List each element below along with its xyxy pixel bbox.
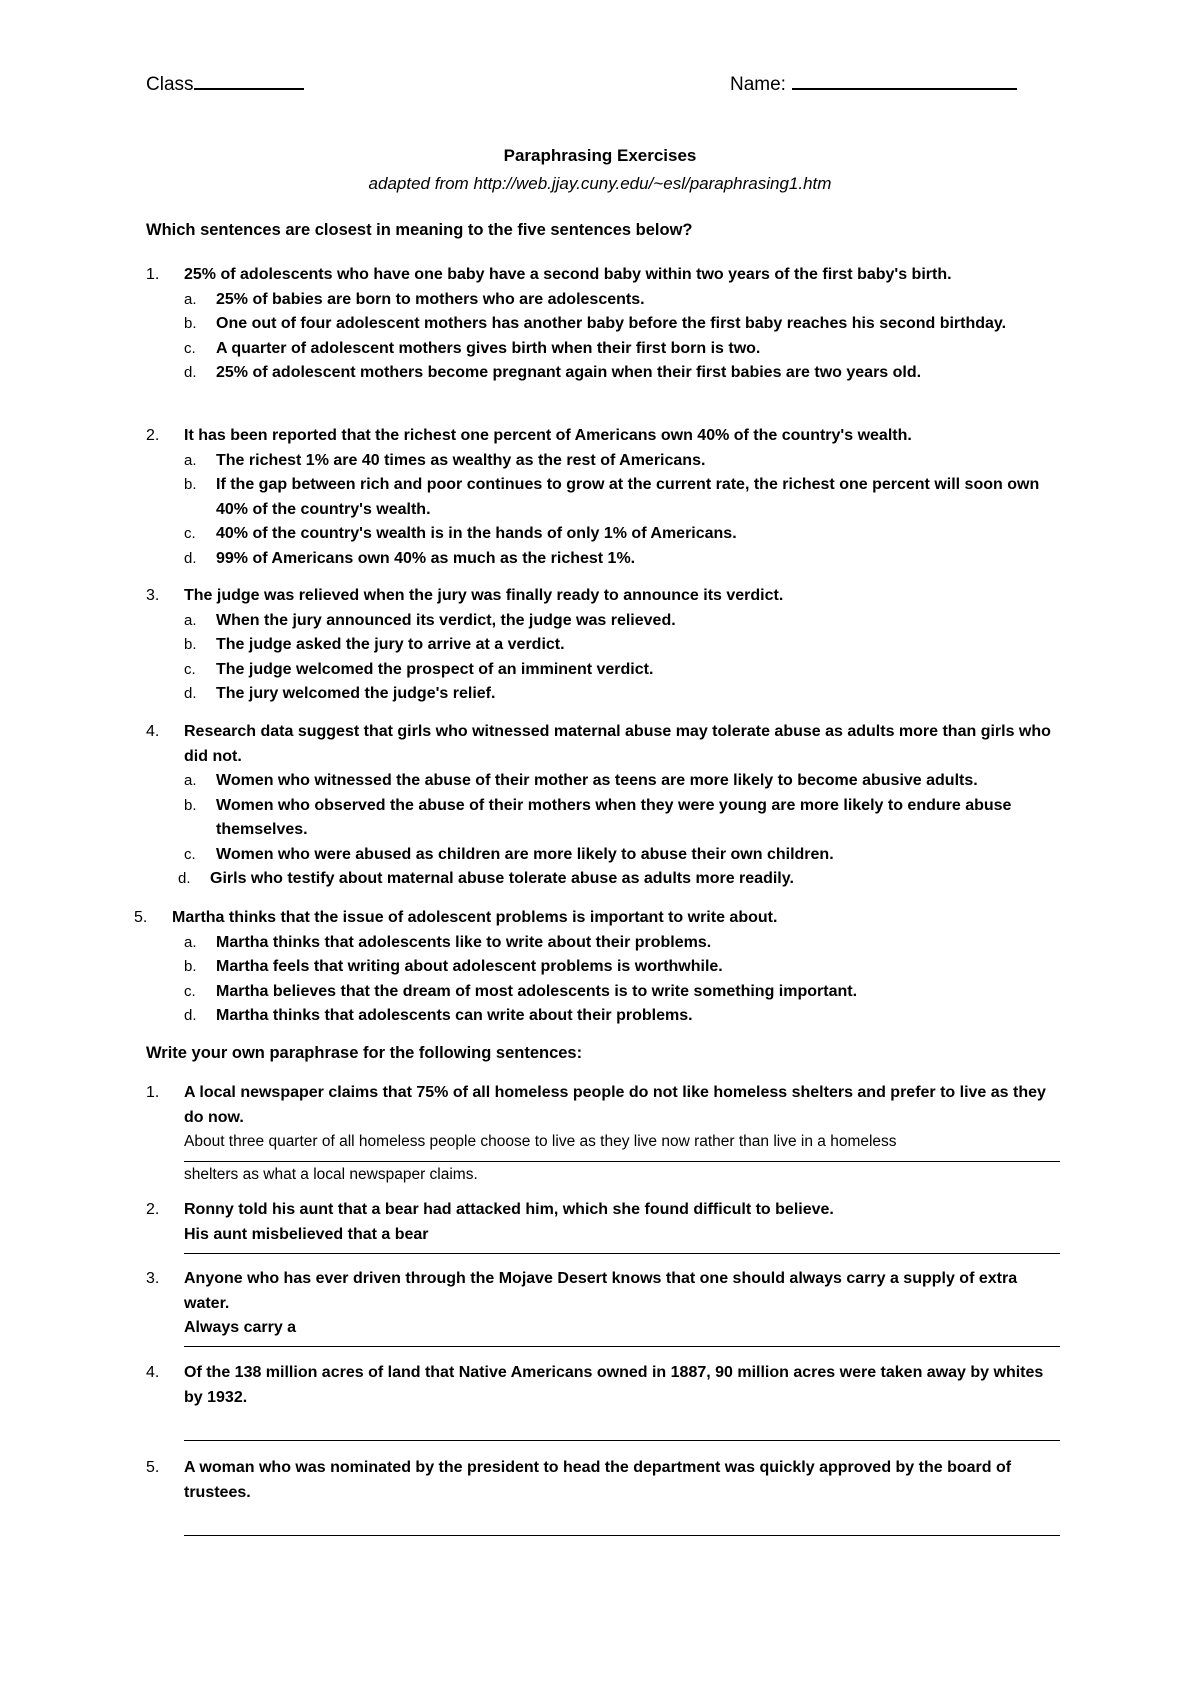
option-letter: b. <box>184 796 197 814</box>
option-letter: b. <box>184 315 197 332</box>
worksheet-source: adapted from http://web.jjay.cuny.edu/~esl/paraphrasing1.htm <box>368 174 832 193</box>
option-c[interactable] <box>184 980 1066 1005</box>
answer-text-line2[interactable]: shelters as what a local newspaper claims. <box>184 1166 478 1183</box>
answer-line[interactable] <box>184 1253 1060 1254</box>
option-letter: d. <box>184 549 197 567</box>
option-letter: b. <box>184 476 197 493</box>
section1-instruction: Which sentences are closest in meaning to the five sentences below? <box>146 221 693 239</box>
item-text: Ronny told his aunt that a bear had attacked him, which she found difficult to believe. <box>184 1201 834 1218</box>
option-text: Girls who testify about maternal abuse tolerate abuse as adults more readily. <box>210 870 794 887</box>
option-d[interactable] <box>184 361 1066 386</box>
paraphrase-item-5 <box>146 1456 1066 1505</box>
option-text: The richest 1% are 40 times as wealthy as the rest of Americans. <box>216 451 706 469</box>
item-number: 4. <box>146 1364 160 1381</box>
item-text: Of the 138 million acres of land that Native Americans owned in 1887, 90 million acres were taken away by whites by 1932. <box>184 1364 1044 1406</box>
paraphrase-item-4 <box>146 1361 1066 1410</box>
item-text: Anyone who has ever driven through the Mojave Desert knows that one should always carry a supply of extra water. <box>184 1270 1018 1312</box>
option-letter: c. <box>184 660 196 678</box>
answer-line[interactable] <box>184 1535 1060 1536</box>
option-c[interactable] <box>184 843 1066 868</box>
option-letter: c. <box>184 525 196 542</box>
option-text: Martha thinks that adolescents like to write about their problems. <box>216 933 712 951</box>
answer-line[interactable] <box>184 1161 1060 1162</box>
question-3 <box>146 584 1066 707</box>
option-a[interactable] <box>184 449 1066 474</box>
question-4 <box>146 720 1066 892</box>
class-blank-line[interactable] <box>194 72 304 90</box>
class-label: Class <box>146 74 194 95</box>
option-letter: a. <box>184 451 197 469</box>
option-text: The judge welcomed the prospect of an imminent verdict. <box>216 660 654 678</box>
option-a[interactable] <box>184 931 1066 956</box>
option-text: 25% of adolescent mothers become pregnant again when their first babies are two years old. <box>216 364 922 381</box>
item-number: 2. <box>146 1201 160 1218</box>
answer-text[interactable]: Always carry a <box>184 1319 297 1336</box>
option-letter: a. <box>184 933 197 951</box>
option-text: Women who were abused as children are more likely to abuse their own children. <box>216 845 834 863</box>
option-a[interactable] <box>184 769 1066 794</box>
option-text: The judge asked the jury to arrive at a verdict. <box>216 636 565 653</box>
option-letter: b. <box>184 958 197 975</box>
question-2 <box>146 424 1066 571</box>
option-letter: c. <box>184 339 196 357</box>
option-text: Women who witnessed the abuse of their mother as teens are more likely to become abusive adults. <box>216 772 978 789</box>
option-letter: d. <box>184 685 197 702</box>
section2-instruction: Write your own paraphrase for the following sentences: <box>146 1044 583 1062</box>
option-d[interactable] <box>184 1004 1066 1029</box>
option-text: Martha feels that writing about adolescent problems is worthwhile. <box>216 958 723 975</box>
option-a[interactable] <box>184 609 1066 634</box>
question-number: 1. <box>146 266 160 283</box>
class-field[interactable] <box>146 72 304 96</box>
paraphrase-item-2 <box>146 1198 1066 1247</box>
option-text: A quarter of adolescent mothers gives birth when their first born is two. <box>216 339 761 357</box>
option-text: One out of four adolescent mothers has another baby before the first baby reaches his second birthday. <box>216 315 1007 332</box>
option-letter: b. <box>184 636 197 653</box>
question-text: Martha thinks that the issue of adolescent problems is important to write about. <box>172 909 778 926</box>
name-label: Name: <box>730 74 786 95</box>
answer-line[interactable] <box>184 1346 1060 1347</box>
question-text: It has been reported that the richest one percent of Americans own 40% of the country's wealth. <box>184 427 912 444</box>
option-c[interactable] <box>184 337 1066 362</box>
option-letter: a. <box>184 772 197 789</box>
paraphrase-item-3 <box>146 1267 1066 1341</box>
answer-text-line1[interactable]: About three quarter of all homeless people choose to live as they live now rather than live in a homeless <box>184 1133 897 1150</box>
item-number: 1. <box>146 1084 160 1101</box>
question-text: Research data suggest that girls who witnessed maternal abuse may tolerate abuse as adults more than girls who did not. <box>184 723 1051 765</box>
option-text: 25% of babies are born to mothers who are adolescents. <box>216 290 645 308</box>
option-letter: d. <box>178 870 191 887</box>
option-letter: c. <box>184 845 196 863</box>
option-d[interactable] <box>184 547 1066 572</box>
option-letter: a. <box>184 611 197 629</box>
option-text: If the gap between rich and poor continues to grow at the current rate, the richest one percent will soon own 40% of the country's wealth. <box>216 476 1040 518</box>
option-b[interactable] <box>184 955 1066 980</box>
question-text: The judge was relieved when the jury was finally ready to announce its verdict. <box>184 587 784 604</box>
question-1 <box>146 263 1066 386</box>
question-number: 2. <box>146 427 160 444</box>
question-5 <box>134 906 1066 1029</box>
option-letter: c. <box>184 982 196 1000</box>
answer-line[interactable] <box>184 1440 1060 1441</box>
option-letter: d. <box>184 1007 197 1024</box>
option-b[interactable] <box>184 633 1066 658</box>
name-field[interactable] <box>730 72 1017 96</box>
paraphrase-item-1-continued <box>146 1163 1066 1188</box>
option-a[interactable] <box>184 288 1066 313</box>
item-text: A woman who was nominated by the president to head the department was quickly approved by the board of trustees. <box>184 1459 1012 1501</box>
option-text: The jury welcomed the judge's relief. <box>216 685 496 702</box>
option-text: Women who observed the abuse of their mothers when they were young are more likely to endure abuse themselves. <box>216 796 1012 838</box>
question-text: 25% of adolescents who have one baby have a second baby within two years of the first baby's birth. <box>184 266 952 283</box>
option-c[interactable] <box>184 522 1066 547</box>
paraphrase-item-1 <box>146 1081 1066 1155</box>
item-text: A local newspaper claims that 75% of all homeless people do not like homeless shelters and prefer to live as they do now. <box>184 1084 1046 1126</box>
option-d[interactable] <box>184 682 1066 707</box>
option-b[interactable] <box>184 794 1066 843</box>
option-text: When the jury announced its verdict, the judge was relieved. <box>216 611 676 629</box>
option-letter: a. <box>184 290 197 308</box>
option-c[interactable] <box>184 658 1066 683</box>
worksheet-title: Paraphrasing Exercises <box>503 146 697 165</box>
option-d[interactable] <box>178 867 1066 892</box>
name-blank-line[interactable] <box>792 72 1017 90</box>
option-b[interactable] <box>184 473 1066 522</box>
question-number: 4. <box>146 723 160 740</box>
option-text: Martha thinks that adolescents can write about their problems. <box>216 1007 693 1024</box>
question-number: 3. <box>146 587 160 604</box>
option-letter: d. <box>184 364 197 381</box>
question-number: 5. <box>134 909 148 926</box>
option-text: 99% of Americans own 40% as much as the richest 1%. <box>216 549 636 567</box>
answer-text[interactable]: His aunt misbelieved that a bear <box>184 1225 429 1243</box>
option-b[interactable] <box>184 312 1066 337</box>
option-text: 40% of the country's wealth is in the hands of only 1% of Americans. <box>216 525 737 542</box>
item-number: 3. <box>146 1270 160 1287</box>
option-text: Martha believes that the dream of most adolescents is to write something important. <box>216 982 858 1000</box>
item-number: 5. <box>146 1459 160 1476</box>
